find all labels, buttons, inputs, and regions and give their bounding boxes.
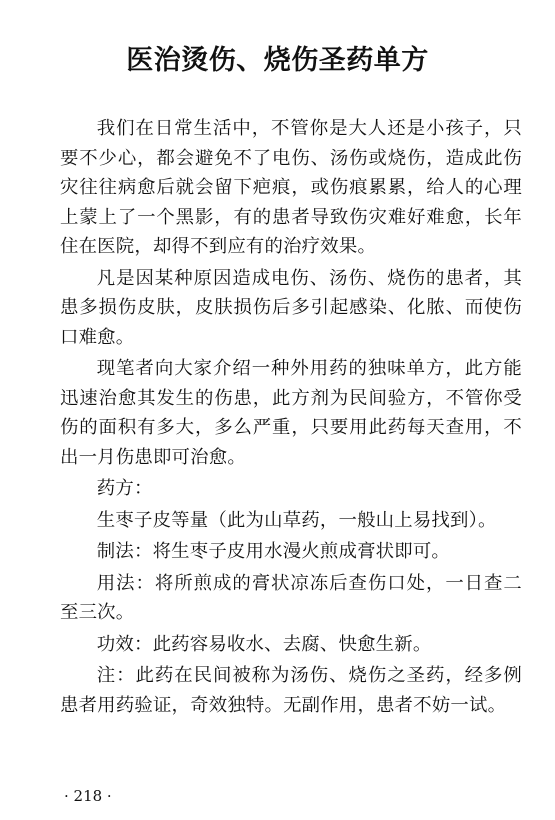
paragraph-introduction-remedy: 现笔者向大家介绍一种外用药的独味单方，此方能迅速治愈其发生的伤患，此方剂为民间验方，不管你受伤的面积有多大，多么严重，只要用此药每天查用，不出一月伤患即可治愈。 (60, 358, 522, 468)
paragraph-ingredient: 生枣子皮等量（此为山草药，一般山上易找到）。 (96, 509, 497, 531)
page-number: · 218 · (64, 787, 112, 805)
article-body (60, 114, 522, 722)
paragraph-prescription-label: 药方： (96, 478, 153, 499)
paragraph-effect: 功效：此药容易收水、去腐、快愈生新。 (96, 633, 432, 655)
paragraph-preparation: 制法：将生枣子皮用水漫火煎成膏状即可。 (96, 541, 451, 562)
page-title: 医治烫伤、烧伤圣药单方 (126, 45, 429, 76)
paragraph-usage: 用法：将所煎成的膏状凉冻后查伤口处，一日查二至三次。 (60, 572, 522, 623)
paragraph-intro: 我们在日常生活中，不管你是大人还是小孩子，只要不少心，都会避免不了电伤、汤伤或烧伤，造成此伤灾往往病愈后就会留下疤痕，或伤痕累累，给人的心理上蒙上了一个黑影，有的患者导致伤灾难好难愈，长年住在医院，却得不到应有的治疗效果。 (60, 118, 522, 257)
paragraph-cause: 凡是因某种原因造成电伤、汤伤、烧伤的患者，其患多损伤皮肤，皮肤损伤后多引起感染、化脓、而使伤口难愈。 (60, 267, 522, 348)
paragraph-note: 注：此药在民间被称为汤伤、烧伤之圣药，经多例患者用药验证，奇效独特。无副作用，患者不妨一试。 (60, 665, 522, 716)
